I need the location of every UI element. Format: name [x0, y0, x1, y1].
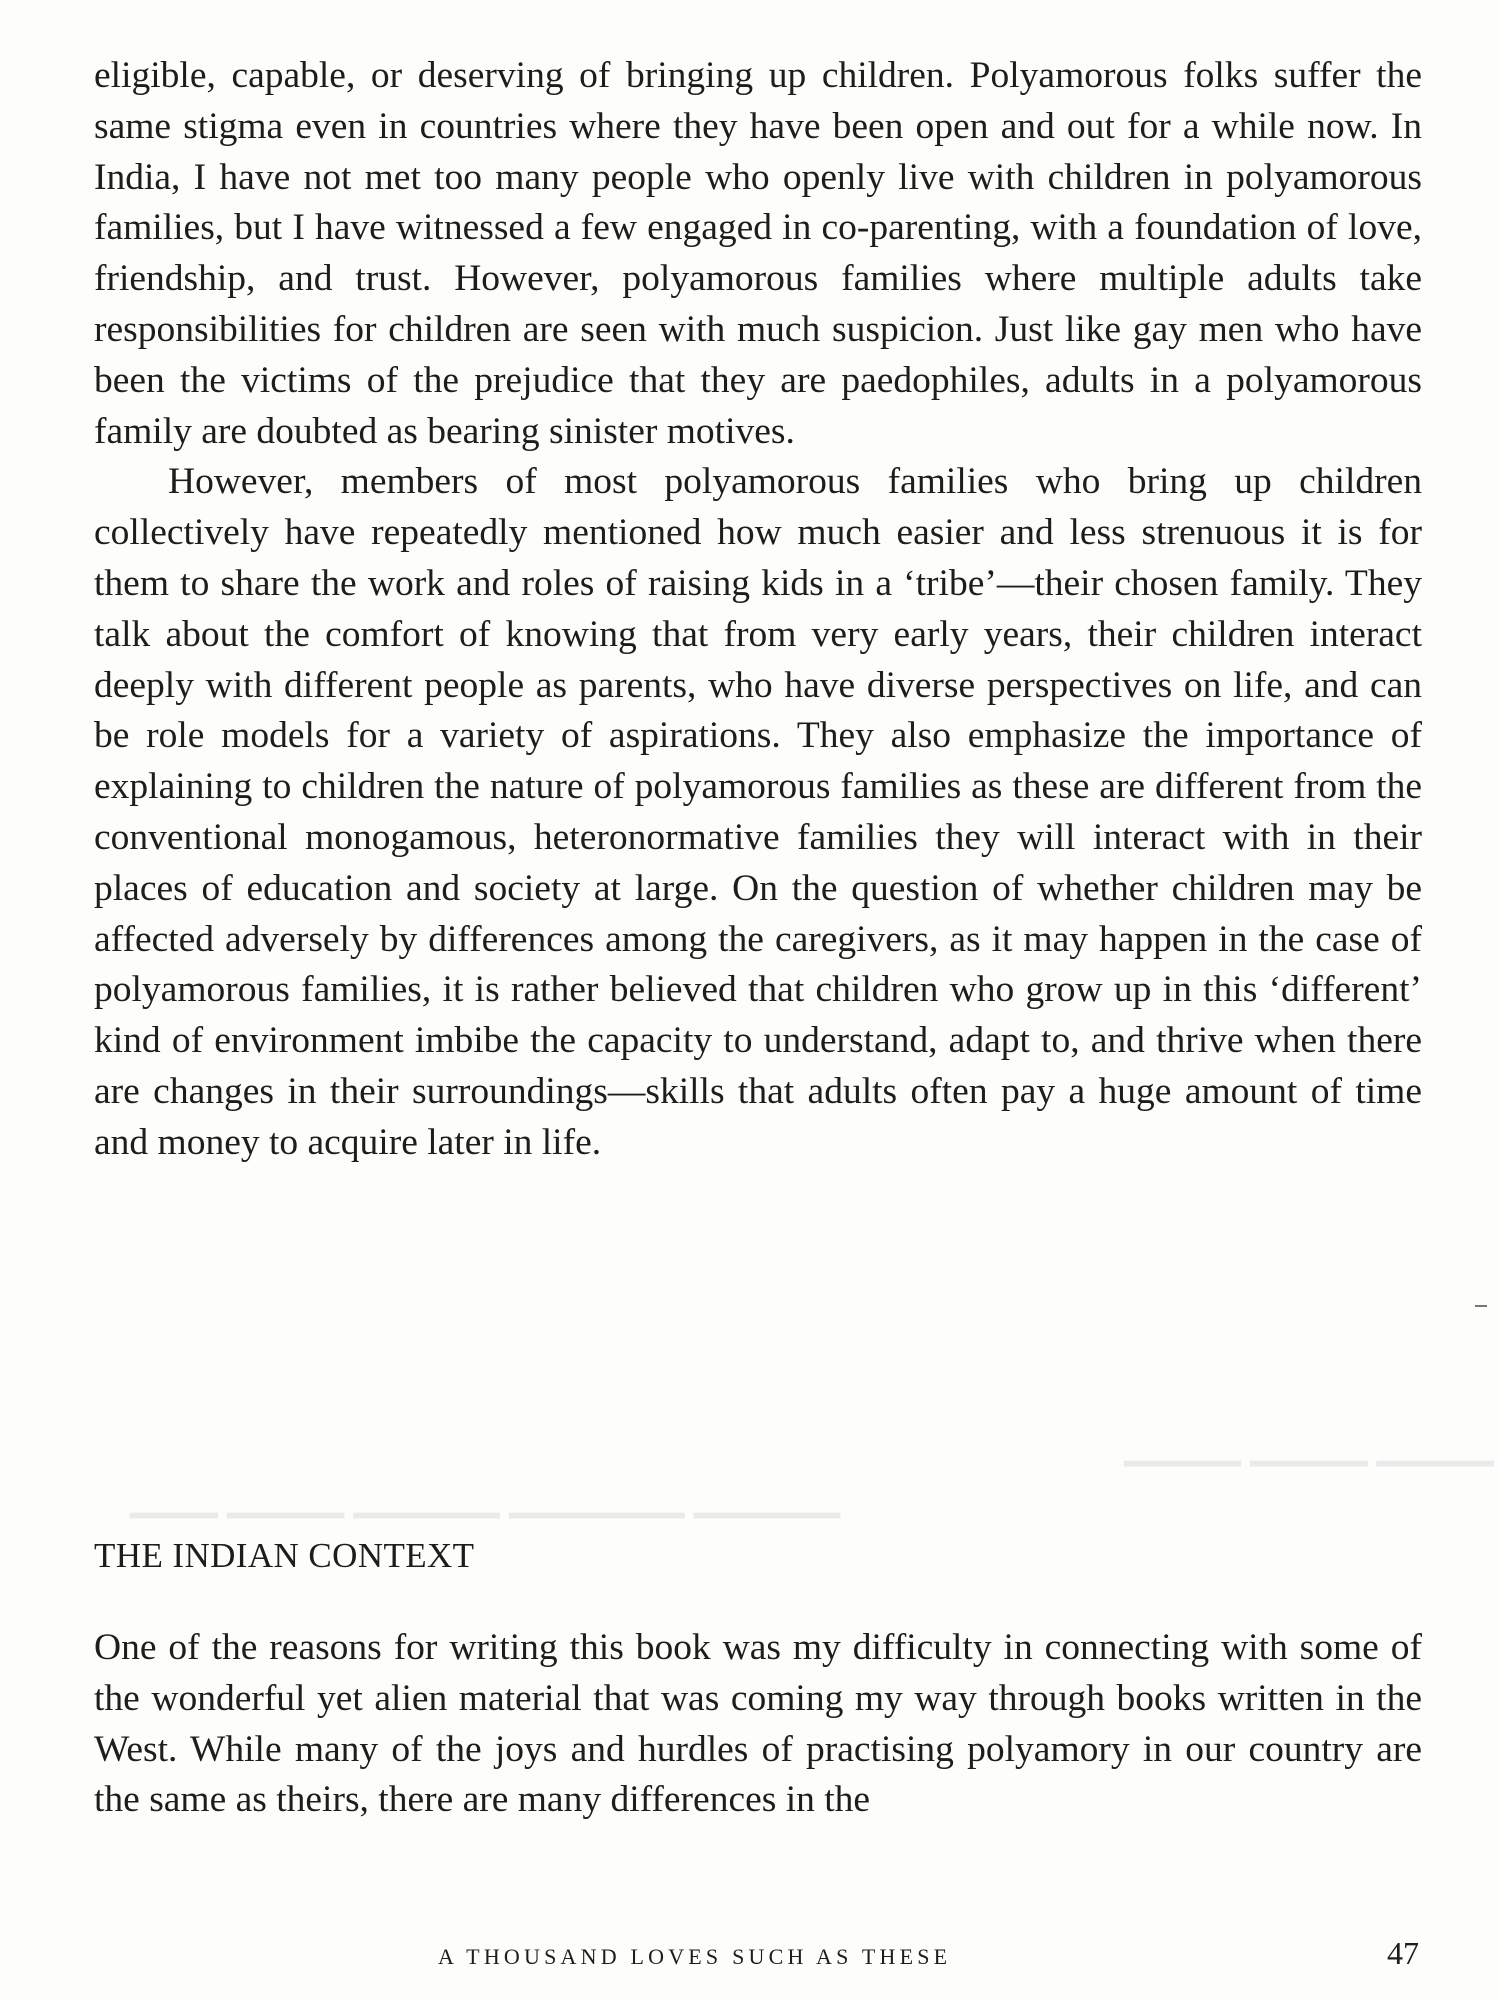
section-heading: THE INDIAN CONTEXT — [94, 1536, 475, 1575]
margin-mark — [1475, 1305, 1487, 1307]
running-footer-title: A THOUSAND LOVES SUCH AS THESE — [438, 1944, 952, 1969]
page-number: 47 — [1387, 1935, 1419, 1971]
show-through-text: ▁▁▁▁ ▁▁▁▁ ▁▁▁▁ — [1124, 1424, 1494, 1466]
section-body-text — [94, 1623, 1422, 1826]
paragraph-continuation: eligible, capable, or deserving of bringing up children. Polyamorous folks suffer the same stigma even in countries where they have been open and out for a while now. In India, I have not met too many people who openly live with children in polyamorous families, but I have witnessed a few engaged in co-parenting, with a foundation of love, friendship, and trust. However, polyamorous families where multiple adults take responsibilities for children are seen with much suspicion. Just like gay men who have been the victims of the prejudice that they are paedophiles, adults in a polyamorous family are doubted as bearing sinister motives. — [94, 55, 1422, 452]
show-through-text: ▁▁▁ ▁▁▁▁ ▁▁▁▁▁ ▁▁▁▁▁▁ ▁▁▁▁▁ — [130, 1476, 841, 1518]
body-text — [94, 51, 1422, 1169]
paragraph-polyamorous-families: However, members of most polyamorous families who bring up children collectively have repeatedly mentioned how much easier and less strenuous it is for them to share the work and roles of raising kids in a ‘tribe’—their chosen family. They talk about the comfort of knowing that from very early years, their children interact deeply with different people as parents, who have diverse perspectives on life, and can be role models for a variety of aspirations. They also emphasize the importance of explaining to children the nature of polyamorous families as these are different from the conventional monogamous, heteronormative families they will interact with in their places of education and society at large. On the question of whether children may be affected adversely by differences among the caregivers, as it may happen in the case of polyamorous families, it is rather believed that children who grow up in this ‘different’ kind of environment imbibe the capacity to understand, adapt to, and thrive when there are changes in their surroundings—skills that adults often pay a huge amount of time and money to acquire later in life. — [94, 461, 1422, 1163]
paragraph-indian-context: One of the reasons for writing this book was my difficulty in connecting with some of the wonderful yet alien material that was coming my way through books written in the West. While many of the joys and hurdles of practising polyamory in our country are the same as theirs, there are many differences in the — [94, 1627, 1422, 1821]
